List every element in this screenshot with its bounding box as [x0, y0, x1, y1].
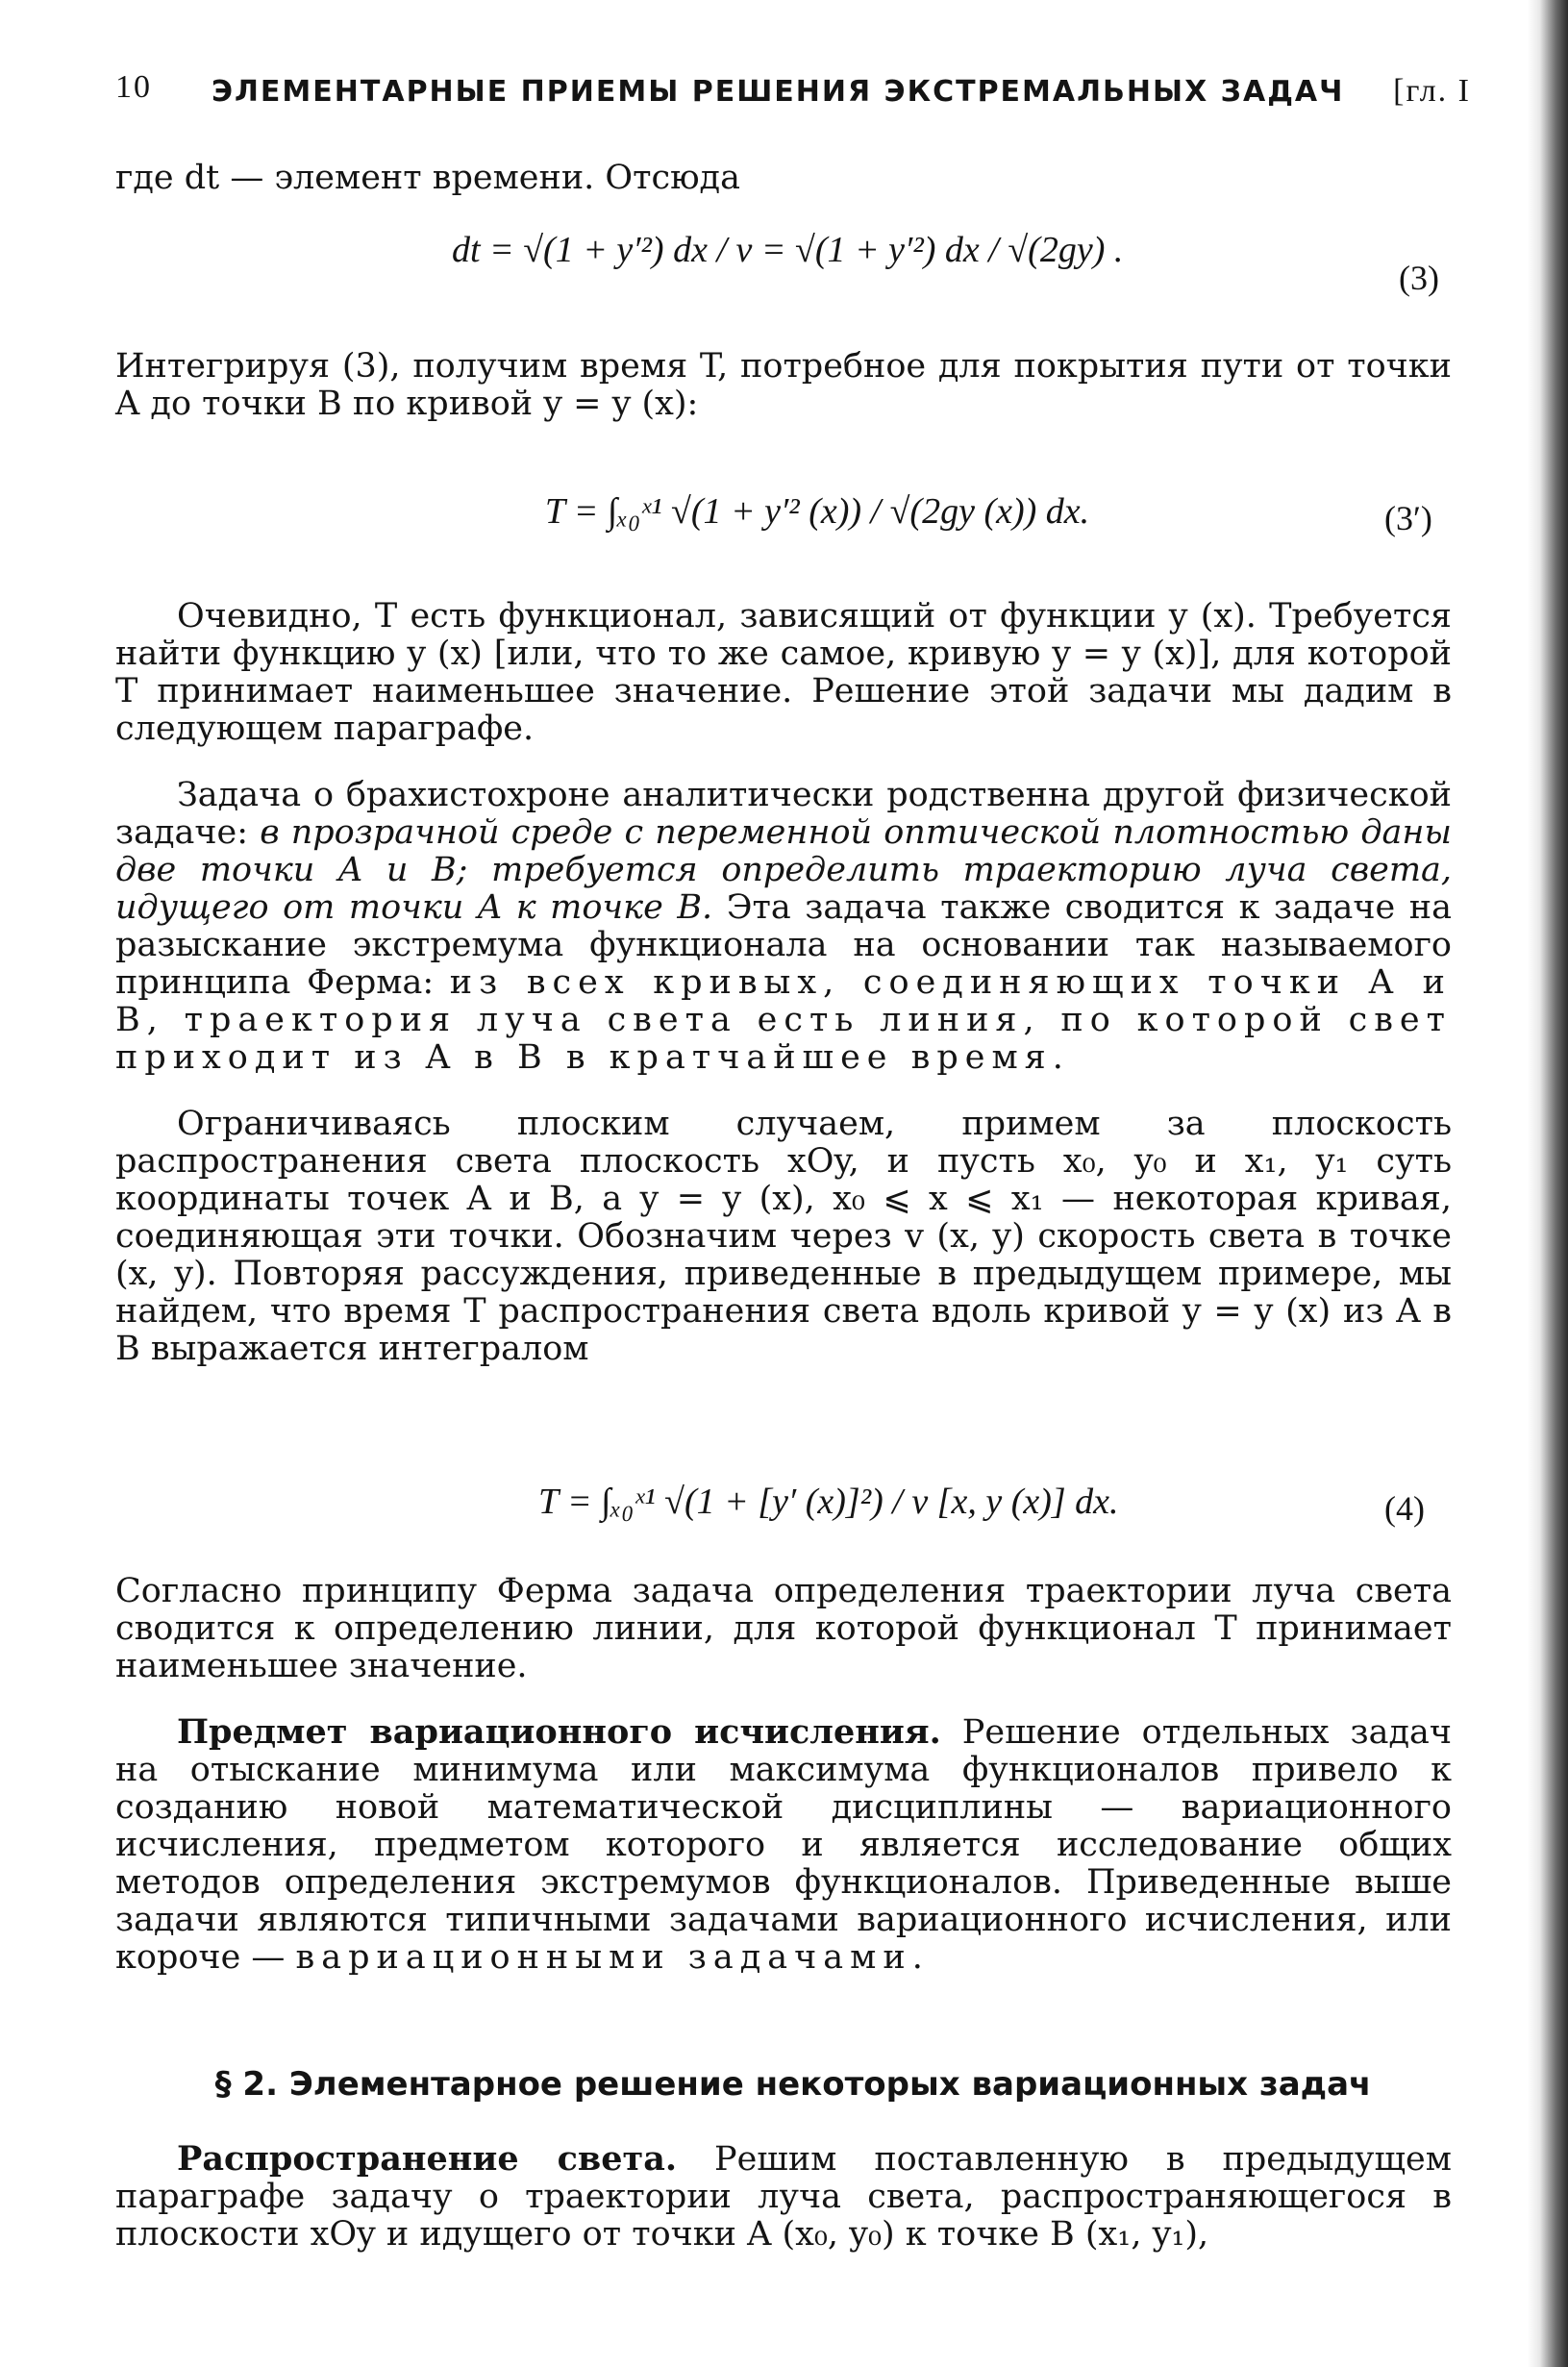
equation-4: T = ∫ₓ₀ˣ¹ √(1 + [y′ (x)]²) / v [x, y (x)] dx.	[538, 1482, 1119, 1522]
paragraph	[115, 777, 1452, 1077]
equation-3-prime: T = ∫ₓ₀ˣ¹ √(1 + y′² (x)) / √(2gy (x)) dx.	[544, 491, 1090, 532]
paragraph-heading: Предмет вариационного исчисления.	[177, 1712, 941, 1752]
paragraph: где dt — элемент времени. Отсюда	[115, 159, 740, 197]
paragraph: Интегрируя (3), получим время T, потребное для покрытия пути от точки A до точки B по кривой y = y (x):	[115, 347, 1452, 423]
running-header	[115, 69, 1471, 113]
text-run: Эта задача также сводится к задаче на разыскание экстремума функционала на основании так называемого принципа Ферма:	[115, 888, 1452, 1002]
paragraph	[115, 2140, 1452, 2254]
text-run: Решим поставленную в предыдущем параграфе задачу о траектории луча света, распространяющегося в плоскости xOy и идущего от точки A (x₀, y₀) к точке B (x₁, y₁),	[115, 2140, 1452, 2254]
paragraph: Очевидно, T есть функционал, зависящий от функции y (x). Требуется найти функцию y (x) [или, что то же самое, кривую y = y (x)], для которой T принимает наименьшее значение. Решение этой задачи мы дадим в следующем параграфе.	[115, 597, 1452, 748]
section-title: § 2. Элементарное решение некоторых вариационных задач	[214, 2065, 1372, 2104]
page-edge-shadow	[1528, 0, 1568, 2367]
page-number: 10	[115, 69, 152, 105]
paragraph: Согласно принципу Ферма задача определения траектории луча света сводится к определению линии, для которой функционал T принимает наименьшее значение.	[115, 1572, 1452, 1685]
emphasis: в прозрачной среде с переменной оптической плотностью даны две точки A и B; требуется определить траекторию луча света, идущего от точки A к точке B.	[115, 813, 1452, 927]
spaced-term: вариационными задачами.	[295, 1938, 930, 1977]
paragraph-heading: Распространение света.	[177, 2139, 678, 2179]
equation-number: (3)	[1399, 259, 1439, 297]
text-run: Решение отдельных задач на отыскание минимума или максимума функционалов привело к созданию новой математической дисциплины — вариационного исчисления, предметом которого и является исследование общих методов определения экстремумов функционалов. Приведенные выше задачи являются типичными задачами вариационного исчисления, или короче —	[115, 1713, 1452, 1977]
equation-3: dt = √(1 + y′²) dx / v = √(1 + y′²) dx / √(2gy) .	[452, 230, 1124, 270]
spaced-emphasis: из всех кривых, соединяющих точки A и B, траектория луча света есть линия, по которой свет приходит из A в B в кратчайшее время.	[115, 963, 1452, 1077]
paragraph: Ограничиваясь плоским случаем, примем за плоскость распространения света плоскость xOy, и пусть x₀, y₀ и x₁, y₁ суть координаты точек A и B, а y = y (x), x₀ ⩽ x ⩽ x₁ — некоторая кривая, соединяющая эти точки. Обозначим через v (x, y) скорость света в точке (x, y). Повторяя рассуждения, приведенные в предыдущем примере, мы найдем, что время T распространения света вдоль кривой y = y (x) из A в B выражается интегралом	[115, 1105, 1452, 1368]
equation-number: (3′)	[1384, 499, 1432, 537]
text-run: Задача о брахистохроне аналитически родственна другой физической задаче:	[115, 776, 1452, 852]
paragraph	[115, 1713, 1452, 1977]
running-title: ЭЛЕМЕНТАРНЫЕ ПРИЕМЫ РЕШЕНИЯ ЭКСТРЕМАЛЬНЫХ ЗАДАЧ	[212, 75, 1345, 109]
chapter-label: [гл. I	[1393, 73, 1471, 109]
equation-number: (4)	[1384, 1489, 1425, 1528]
